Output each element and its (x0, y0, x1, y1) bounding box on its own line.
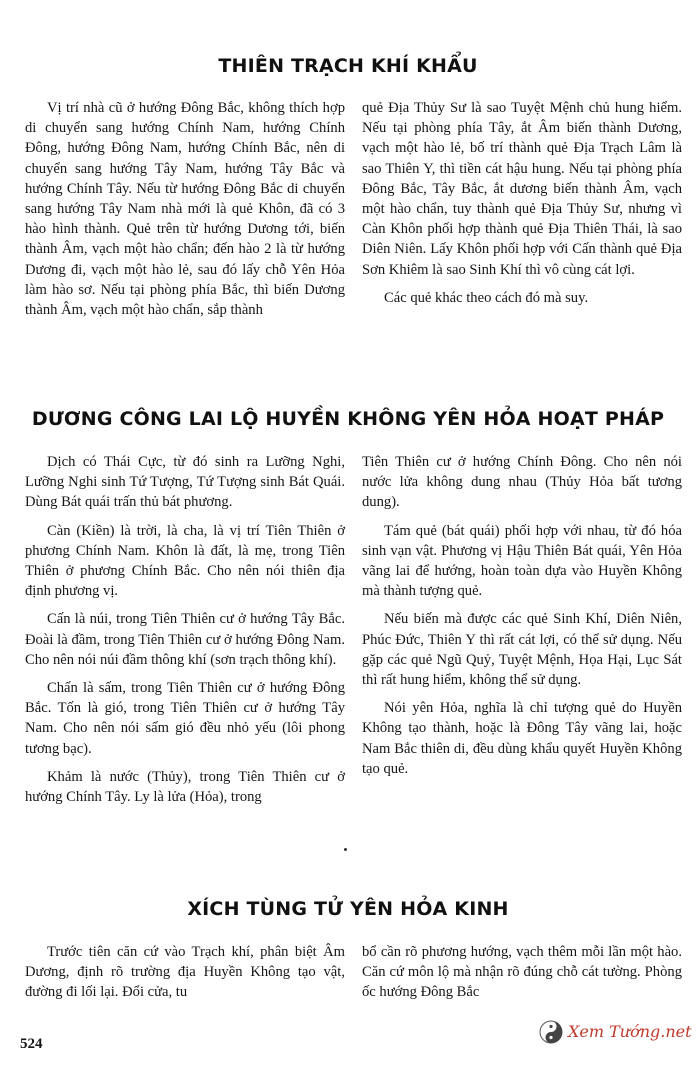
section-title-thien-trach: THIÊN TRẠCH KHÍ KHẨU (218, 55, 478, 77)
section2-left-column (25, 452, 345, 815)
watermark-text: Xem Tướng.net (568, 1022, 692, 1041)
section3-right-column (362, 942, 682, 1002)
paragraph: Nói yên Hỏa, nghĩa là chỉ tượng quẻ do Huyền Không tạo thành, hoặc là Đông Tây vãng lai, hoặc Nam Bắc thiên di, đều dùng khẩu quyết Huyền Không tạo quẻ. (362, 700, 682, 777)
paragraph: Tám quẻ (bát quái) phối hợp với nhau, từ đó hóa sinh vạn vật. Phương vị Hậu Thiên Bát quái, Yên Hỏa vãng lai để hướng, hoàn toàn dựa vào Huyền Không mà thành tượng quẻ. (362, 522, 682, 600)
paragraph: Chấn là sấm, trong Tiên Thiên cư ở hướng Đông Bắc. Tốn là gió, trong Tiên Thiên cư ở hướng Tây Nam. Cho nên nói sấm gió đều nhỏ yếu (lôi phong tương bạc). (25, 680, 345, 757)
paragraph: Càn (Kiền) là trời, là cha, là vị trí Tiên Thiên ở phương Chính Nam. Khôn là đất, là mẹ, trong Tiên Thiên ở phương Chính Bắc. Cho nên nói thiên địa định phương vị. (25, 522, 345, 600)
paragraph: Cấn là núi, trong Tiên Thiên cư ở hướng Tây Bắc. Đoài là đầm, trong Tiên Thiên cư ở hướng Đông Nam. Cho nên nói núi đầm thông khí (sơn trạch thông khí). (25, 611, 345, 668)
paragraph: quẻ Địa Thủy Sư là sao Tuyệt Mệnh chủ hung hiểm. Nếu tại phòng phía Tây, ắt Âm biến thành Dương, vạch một hào lẻ, bố trí thành quẻ Địa Trạch Lâm là sao Thiên Y, thì tiền cát hậu hung. Nếu tại phòng phía Đông Bắc, Tây Bắc, ắt dương biến thành Âm, vạch một hào chẩn, tuy thành quẻ Địa Thủy Sư, nhưng vì Càn Khôn phối hợp thành quẻ Địa Thiên Thái, là sao Diên Niên. Lấy Khôn phối hợp với Cấn thành quẻ Địa Sơn Khiêm là sao Sinh Khí thì vô cùng cát lợi. (362, 100, 682, 278)
print-speck (344, 848, 347, 851)
section-title-duong-cong: DƯƠNG CÔNG LAI LỘ HUYỀN KHÔNG YÊN HỎA HOẠT PHÁP (31, 408, 665, 430)
watermark (535, 1014, 692, 1054)
yin-yang-icon (539, 1020, 563, 1044)
page-number: 524 (20, 1036, 43, 1052)
paragraph: Vị trí nhà cũ ở hướng Đông Bắc, không thích hợp di chuyển sang hướng Chính Nam, hướng Chính Đông, hướng Đông Nam, hướng Chính Bắc, nên di chuyển sang hướng Tây Nam, hướng Tây Bắc và hướng Chính Tây. Nếu từ hướng Đông Bắc di chuyển sang hướng Tây Nam nhà mới là quẻ Khôn, đã có 3 hào hình thành. Quẻ trên từ hướng Dương tới, biến thành Âm, vạch một hào chẩn; đến hào 2 là từ hướng Dương đi, vạch một hào lẻ, sau đó lấy chỗ Yên Hỏa làm hào sơ. Nếu tại phòng phía Bắc, thì biến Dương thành Âm, vạch một hào chẩn, sắp thành (25, 100, 345, 319)
section1-right-column (362, 98, 682, 316)
paragraph: Dịch có Thái Cực, từ đó sinh ra Lưỡng Nghi, Lưỡng Nghi sinh Tứ Tượng, Tứ Tượng sinh Bát Quái. Dùng Bát quái trấn thủ bát phương. (25, 454, 345, 511)
section-title-xich-tung-tu: XÍCH TÙNG TỬ YÊN HỎA KINH (187, 898, 509, 920)
section1-left-column (25, 98, 345, 328)
paragraph: Khảm là nước (Thủy), trong Tiên Thiên cư ở hướng Chính Tây. Ly là lửa (Hỏa), trong (25, 768, 345, 806)
paragraph: Tiên Thiên cư ở hướng Chính Đông. Cho nên nói nước lửa không dung nhau (Thủy Hỏa bất tương dung). (362, 454, 682, 511)
paragraph: Nếu biến mà được các quẻ Sinh Khí, Diên Niên, Phúc Đức, Thiên Y thì rất cát lợi, có thể sử dụng. Nếu gặp các quẻ Ngũ Quỷ, Tuyệt Mệnh, Họa Hại, Lục Sát thì rất hung hiểm, không thể sử dụng. (362, 611, 682, 689)
paragraph: Các quẻ khác theo cách đó mà suy. (384, 289, 589, 306)
section3-left-column (25, 942, 345, 1002)
section2-right-column (362, 452, 682, 787)
paragraph: Trước tiên căn cứ vào Trạch khí, phân biệt Âm Dương, định rõ trường địa Huyền Không tạo vật, đường đi lối lại. Đổi cửa, tu (25, 944, 345, 1001)
paragraph: bổ cần rõ phương hướng, vạch thêm mỗi lần một hào. Căn cứ môn lộ mà nhận rõ đúng chỗ cát tường. Phòng ốc hướng Đông Bắc (362, 944, 682, 1001)
